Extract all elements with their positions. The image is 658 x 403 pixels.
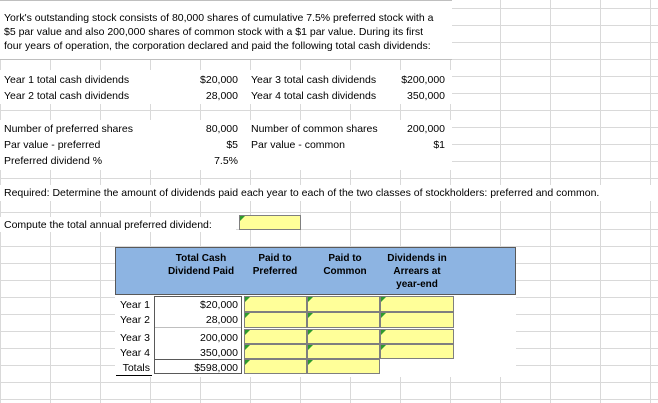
year2-dividend-value[interactable]: 28,000 — [205, 90, 238, 102]
intro-line-2: $5 par value and also 200,000 shares of common stock with a $1 par value. During its first — [4, 26, 424, 38]
arrears-year4-input[interactable] — [380, 344, 454, 359]
header-dividends-arrears — [380, 252, 454, 291]
common-year1-input[interactable] — [307, 296, 380, 312]
total-sum-line — [155, 359, 241, 360]
row-label-year1: Year 1 — [120, 299, 150, 311]
total-year3[interactable]: 200,000 — [200, 332, 238, 344]
year1-dividend-value[interactable]: $20,000 — [200, 74, 238, 86]
header-paid-common — [310, 252, 380, 278]
header-total-cash — [160, 252, 242, 278]
header-common-line2: Common — [323, 266, 367, 277]
header-arrears-line3: year-end — [396, 279, 438, 290]
totals-label-underline — [116, 375, 152, 376]
common-par-value[interactable]: $1 — [433, 139, 445, 151]
preferred-year2-input[interactable] — [244, 312, 307, 328]
common-shares-value[interactable]: 200,000 — [407, 123, 445, 135]
common-total-input[interactable] — [307, 359, 380, 374]
header-paid-preferred — [245, 252, 305, 278]
pref-shares-value[interactable]: 80,000 — [205, 123, 238, 135]
total-year4[interactable]: 350,000 — [200, 347, 238, 359]
preferred-year3-input[interactable] — [244, 329, 307, 344]
header-total-line2: Dividend Paid — [167, 266, 235, 277]
preferred-dividend-input[interactable] — [239, 215, 301, 230]
header-arrears-line2: Arrears at — [393, 266, 441, 277]
intro-line-1: York's outstanding stock consists of 80,000 shares of cumulative 7.5% preferred stock with a — [4, 12, 434, 24]
pref-dividend-label: Preferred dividend % — [4, 155, 103, 167]
arrears-year2-input[interactable] — [380, 312, 454, 328]
year4-dividend-value[interactable]: 350,000 — [407, 90, 445, 102]
common-year4-input[interactable] — [307, 344, 380, 359]
arrears-year3-input[interactable] — [380, 329, 454, 344]
header-common-line1: Paid to — [328, 253, 362, 264]
pref-par-label: Par value - preferred — [4, 139, 101, 151]
compute-label: Compute the total annual preferred dividend: — [4, 219, 212, 231]
intro-line-3: four years of operation, the corporation declared and paid the following total cash dividends: — [4, 40, 431, 52]
pref-par-value[interactable]: $5 — [226, 139, 238, 151]
year3-dividend-label: Year 3 total cash dividends — [251, 74, 377, 86]
header-pref-line2: Preferred — [252, 266, 298, 277]
header-pref-line1: Paid to — [258, 253, 292, 264]
total-sum[interactable]: $598,000 — [194, 362, 238, 374]
common-par-label: Par value - common — [251, 139, 345, 151]
total-year2-divider — [155, 327, 241, 328]
row-label-totals: Totals — [122, 362, 150, 374]
row-label-year2: Year 2 — [120, 314, 150, 326]
pref-shares-label: Number of preferred shares — [4, 123, 133, 135]
year3-dividend-value[interactable]: $200,000 — [401, 74, 445, 86]
pref-dividend-value[interactable]: 7.5% — [214, 155, 238, 167]
common-shares-label: Number of common shares — [251, 123, 378, 135]
total-year2[interactable]: 28,000 — [205, 314, 238, 326]
row-label-year4: Year 4 — [120, 347, 150, 359]
year2-dividend-label: Year 2 total cash dividends — [4, 90, 130, 102]
arrears-year1-input[interactable] — [380, 296, 454, 312]
required-text: Required: Determine the amount of dividends paid each year to each of the two classes of stockholders: preferred and common. — [4, 187, 600, 199]
preferred-total-input[interactable] — [244, 359, 307, 374]
common-year3-input[interactable] — [307, 329, 380, 344]
year4-dividend-label: Year 4 total cash dividends — [251, 90, 377, 102]
common-year2-input[interactable] — [307, 312, 380, 328]
header-total-line1: Total Cash — [175, 253, 227, 264]
preferred-year4-input[interactable] — [244, 344, 307, 359]
total-year1[interactable]: $20,000 — [200, 299, 238, 311]
year1-dividend-label: Year 1 total cash dividends — [4, 74, 130, 86]
row-label-year3: Year 3 — [120, 332, 150, 344]
preferred-year1-input[interactable] — [244, 296, 307, 312]
header-arrears-line1: Dividends in — [387, 253, 447, 264]
